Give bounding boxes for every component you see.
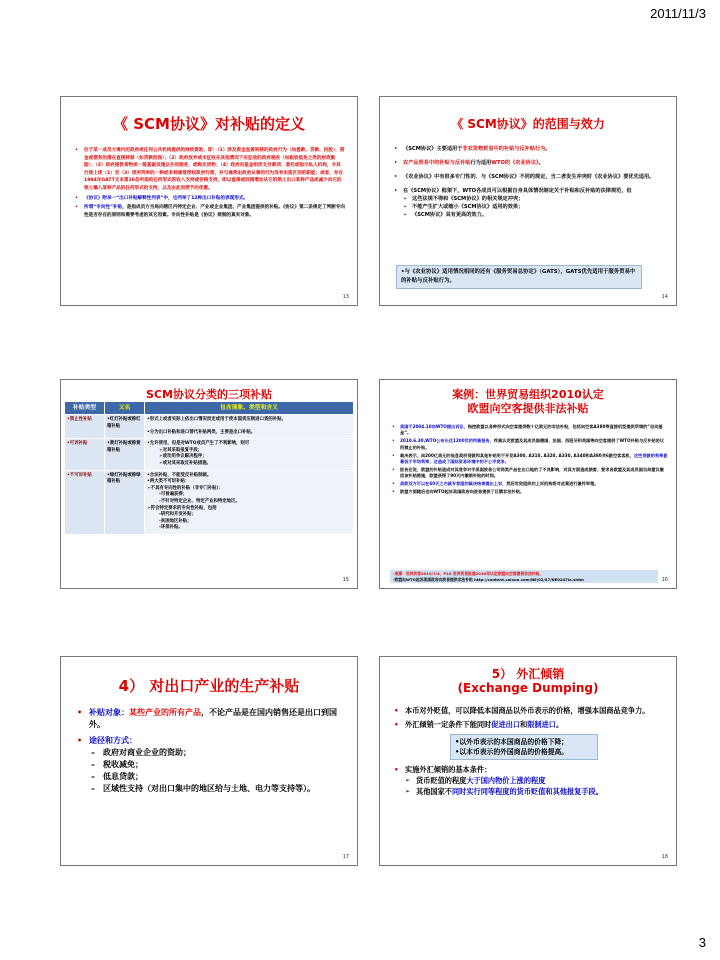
slide-number: 16 [661,577,668,583]
table-header-row [65,402,354,415]
bullet-text: 外汇倾销一定条件下能同时 [405,720,492,729]
table-cell [145,415,354,439]
source-line: ·来源：世界贸易2010/7/4，P10 世界贸易报道2010年认定欧盟向空客提供非法补贴。 [393,571,544,576]
bullet-text: 《协议》附录一“出口补贴解释性列表”中，也列举了12种出口补贴的表现形式。 [84,195,249,201]
bullet [392,481,668,487]
bullet-text: ，是指成员方当局向辖区内特定企业、产业或企业集团、产业集团提供的补贴。《协议》第二条规定了判断专向性是否存在的原则和需要考虑的其它因素。专向性补贴是《协议》规制的真实对象。 [84,205,346,218]
box-line: •以外币表示的本国商品的价格下降； [455,738,569,746]
cell-line: •合法补贴，不能受反补贴制裁。 [147,472,212,478]
bullet-text: 终裁认定欧盟及其成员国德国、法国、西班牙和英国等向空客提供了WTO补贴与反补贴协议所禁止的补贴。 [400,438,665,450]
table-cell: •红灯补贴或称红箱补贴 [105,415,145,439]
bullet [392,489,668,495]
slide-title [380,667,676,695]
slide-18 [379,656,677,866]
slide-15 [60,379,358,589]
bullet-highlight: 同时实行同等程度的货币贬值和其他报复手段 [451,787,596,796]
table-cell [145,470,354,534]
bullet [392,424,668,437]
slide-number: 13 [342,294,349,300]
table-row [65,439,354,470]
sub-bullet: ➢ 这些法规不得和《SCM协议》的相关规定冲突； [394,195,666,203]
sub-bullet: – 税收减免； [77,759,337,771]
title-line: 欧盟向空客提供非法补贴 [467,402,589,415]
sub-bullet [394,775,666,786]
table-cell: •不可诉补贴 [65,470,105,534]
bullet-lead: 裁决表示，向200亿美元的低息政府贷款和其他补贴用于开发A300, A310, A320, A330, A340和A380共6款空客客机， [400,452,634,458]
bullet [394,719,666,730]
sub-bullet: – 低息贷款； [77,771,337,783]
bullet-text: 要求各欧盟及其成员国当局建议撤回该补贴措施，欧盟获得了90天内撤销补贴的时间。 [400,466,664,479]
cell-line: -环保补贴。 [159,525,183,531]
table-header: 又名 [105,402,145,415]
bullet-text: 《农业协议》中有很多专门性的、与《SCM协议》不同的规定，当二者发生冲突时《农业协议》要优先适用。 [403,174,655,180]
bullet [394,159,666,167]
slide-body [75,147,345,221]
slide-13 [60,96,358,306]
table-cell: •禁止性补贴 [65,415,105,439]
bullet-highlight: WTO的《农业协议》 [491,160,539,166]
cell-line: -贫困地区补贴； [159,518,192,524]
bullet-text: 在《SCM协议》框架下，WTO各成员可以根据自身具体情况制定关于补贴和反补贴的法律规范，但 [403,188,632,194]
slide-title [380,388,676,416]
source-link[interactable]: ·欧盟向WTO起诉美国政府向波音提供非法补贴 http://content.caixun.com/NE/02/47/NE0247la.shtm [393,576,584,582]
bullet-text: 《SCM协议》主要适用于 [403,146,463,152]
bullet-lead: 美国于2004.10向WTO提出诉讼 [400,424,464,429]
sub-bullet: ➢ 不能产生扩大或缩小《SCM协议》适用的效果； [394,203,666,211]
table-cell: •可诉补贴 [65,439,105,470]
bullet-text: 货币贬值的程度 [416,776,467,785]
slide-number: 17 [342,854,349,860]
title-line: (Exchange Dumping) [457,681,599,695]
slide-title: 4） 对出口产业的生产补贴 [118,677,300,695]
table-row [65,470,354,534]
table-row [65,415,354,439]
note-box: •与《农业协议》适用情况相同的还有《服务贸易总协定》（GATS），GATS优先适用于服务贸易中的补贴与反补贴行为。 [396,265,642,289]
bullet-text: 这些贷款的利率显著低于市场利率，这造成了国际贸易环境中的不公平竞争。 [400,452,668,465]
bullet-highlight: 农产品贸易中的补贴与反补贴 [403,160,471,166]
cell-line: ➢符合特定要求的专向性补贴，包括 [147,505,217,511]
print-date: 2011/11/3 [650,6,706,21]
bullet: • 本币对外贬值，可以降低本国商品以外币表示的价格，增强本国商品竞争力。 [394,705,666,716]
slide-body [394,145,666,219]
bullet [392,453,668,466]
sub-bullet: ➢ 《SCM协议》具有更高的效力。 [394,211,666,219]
slide-number: 18 [661,854,668,860]
slide-title: 《 SCM协议》对补贴的定义 [113,115,305,133]
bullet-lead: 补贴对象： [89,708,129,717]
slide-17 [60,656,358,866]
bullet [75,195,345,203]
slide-16 [379,379,677,589]
bullet-text: 然后世贸组织的上诉机构将对此案进行最终审理。 [506,481,599,487]
bullet-highlight: 某些产业的所有产品 [129,708,201,717]
table-cell [145,439,354,470]
bullet-text: 。 [556,720,564,729]
bullet-lead: 所谓“专向性”补贴 [84,205,123,211]
bullet-highlight: 大于国内物价上涨的程度 [466,776,546,785]
title-line: 案例：世界贸易组织2010认定 [452,388,604,401]
bullet [77,707,337,731]
cell-line: •形式上或者实际上依出口情况而定或用于使本国货压倒进口货的补贴。 [147,417,286,422]
slide-14 [379,96,677,306]
bullet-text: ，指控欧盟以各种形式向空客提供数十亿欧元的非法补贴，包括向空客A380等直接机型提供所谓的“启动基金”。 [400,424,663,436]
cell-line: ➢对其采取报复手段； [159,447,203,453]
subsidy-table [64,401,354,535]
slide-title: SCM协议分类的三项补贴 [146,388,272,401]
bullet-lead: 2010.6.30,WTO公布长达1200页的终裁报告， [400,438,494,444]
bullet-text: 其他国家不 [416,787,452,796]
bullet [392,467,668,480]
slide-body [392,424,668,497]
slide-number: 15 [342,577,349,583]
sub-bullet: – 政府对商业企业的资助； [77,747,337,759]
cell-line: -可普遍获得； [159,492,188,498]
bullet-lead: 报告还说，欧盟的补贴造成对其竞争对手美国波音公司同类产品在出口地的了不良影响，对其方面造成损害， [400,466,602,472]
slide-title: 《 SCM协议》的范围与效力 [451,117,605,131]
bullet [394,187,666,195]
cell-line: •分为出口补贴和进口替代补贴两类，主要是出口补贴。 [147,429,256,435]
table-cell: •绿灯补贴或称绿箱补贴 [105,470,145,534]
bullet [392,438,668,451]
effect-box [450,734,598,760]
bullet [75,147,345,193]
cell-line: -研究和开发补贴； [159,512,196,518]
table-header: 包含现象、类型和含义 [145,402,354,415]
table-cell: •黄灯补贴或称黄箱补贴 [105,439,145,470]
cell-line: ➢不具有专向性的补贴（非专门补贴）： [147,485,224,491]
sub-bullet [394,786,666,797]
slide-body [394,705,666,797]
bullet: • 途径和方式： [77,735,337,747]
cell-line: •允许使用，但是对WTO成员产生了不利影响，则可 [147,441,250,447]
bullet-highlight: 非农货物贸易中的补贴与反补贴行为 [462,146,546,152]
page-number: 3 [698,935,706,950]
table-header: 补贴类型 [65,402,105,415]
source-box [390,570,658,583]
bullet-lead: 欧盟方面随后也向WTO起诉美国政府向波音提供了巨额非法补贴。 [400,489,525,495]
bullet-text: 位于某一成员方境内的政府或任何公共机构提供的财政资助，即：（1）涉及资金直接转移的政府行为（如拨款、贷款、投股），资金或债务的潜在直接转移（如贷款担保）；（2）政府放弃或未征收在其他情况下应征收的政府税收（如税收抵免之类的财政鼓励）；（3）政府提供货物或一般基础设施以外的服务，或购买货物；（4）政府向基金组织支付款项、委托或指示私人机构，令其行使上述（1）至（3）项所列举的一种或多种通常授权政府行使、并与通常由政府从事的行为没有实质区别的职能；或者，存在1994年GATT文本第16条所指的任何形式的收入支持或价格支持，即以直接或间接增加从它的领土出口某种产品或减少向它的领土输入某种产品的任何形式的支持，以及由此而授予的优惠。 [84,148,345,191]
bullet: • 实施外汇倾销的基本条件： [394,764,666,775]
sub-bullet: – 区域性支持（对出口集中的地区给与土地、电力等支持等）。 [77,783,337,795]
cell-line: -不针对特定企业、特定产业和特定地区。 [159,498,240,504]
cell-line: ➢或对其采取反补贴措施。 [159,460,211,466]
bullet-text: 行为适用 [470,160,492,166]
cell-line: •两大类不可诉补贴： [147,479,190,485]
bullet-text: 。 [538,160,544,166]
bullet-highlight: 促进出口 [491,720,521,729]
bullet-text: 和 [520,720,528,729]
bullet-lead: 美欧双方可以在60天之内就专家组的裁决结果提出上诉， [400,481,507,487]
bullet-text: ，不论产品是在国内销售还是出口到国外。 [89,708,337,729]
bullet-highlight: 限制进口 [527,720,556,729]
title-line: 5） 外汇倾销 [491,667,565,681]
bullet [394,145,666,153]
bullet-text: 。 [595,787,603,796]
bullet [394,173,666,181]
slide-number: 14 [661,294,668,300]
bullet [75,204,345,219]
cell-line: ➢或动用争议解决程序； [159,454,207,460]
bullet-text: 。 [545,146,551,152]
slide-body [77,707,337,795]
box-line: •以本币表示的外国商品的价格提高。 [455,748,569,756]
